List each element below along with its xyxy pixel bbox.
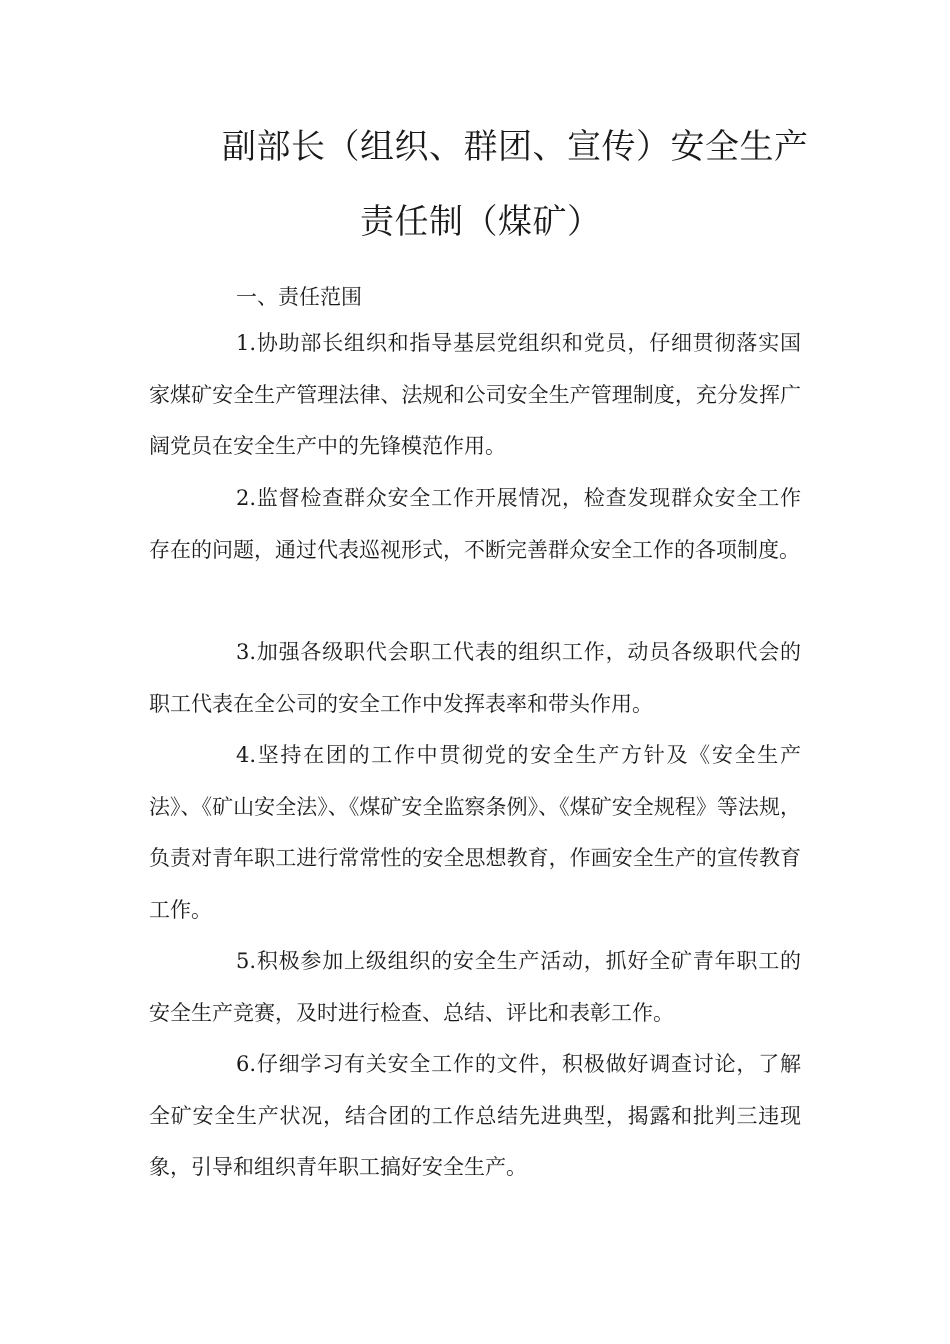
section-heading: 一、责任范围 [236,285,362,309]
paragraph-3: 3.加强各级职代会职工代表的组织工作，动员各级职代会的职工代表在全公司的安全工作中发挥表率和带头作用。 [149,640,801,716]
document-title-line-1: 副部长（组织、群团、宣传）安全生产 [222,127,809,167]
document-title-line-2: 责任制（煤矿） [360,202,602,242]
paragraph-2: 2.监督检查群众安全工作开展情况，检查发现群众安全工作存在的问题，通过代表巡视形式，不断完善群众安全工作的各项制度。 [149,486,801,562]
paragraph-4: 4.坚持在团的工作中贯彻党的安全生产方针及《安全生产法》、《矿山安全法》、《煤矿安全监察条例》、《煤矿安全规程》等法规，负责对青年职工进行常常性的安全思想教育，作画安全生产的宣传教育工作。 [149,743,801,922]
paragraph-5: 5.积极参加上级组织的安全生产活动，抓好全矿青年职工的安全生产竞赛，及时进行检查、总结、评比和表彰工作。 [149,949,801,1025]
paragraph-1: 1.协助部长组织和指导基层党组织和党员，仔细贯彻落实国家煤矿安全生产管理法律、法规和公司安全生产管理制度，充分发挥广阔党员在安全生产中的先锋模范作用。 [149,331,801,459]
paragraph-6: 6.仔细学习有关安全工作的文件，积极做好调查讨论，了解全矿安全生产状况，结合团的工作总结先进典型，揭露和批判三违现象，引导和组织青年职工搞好安全生产。 [149,1052,801,1180]
